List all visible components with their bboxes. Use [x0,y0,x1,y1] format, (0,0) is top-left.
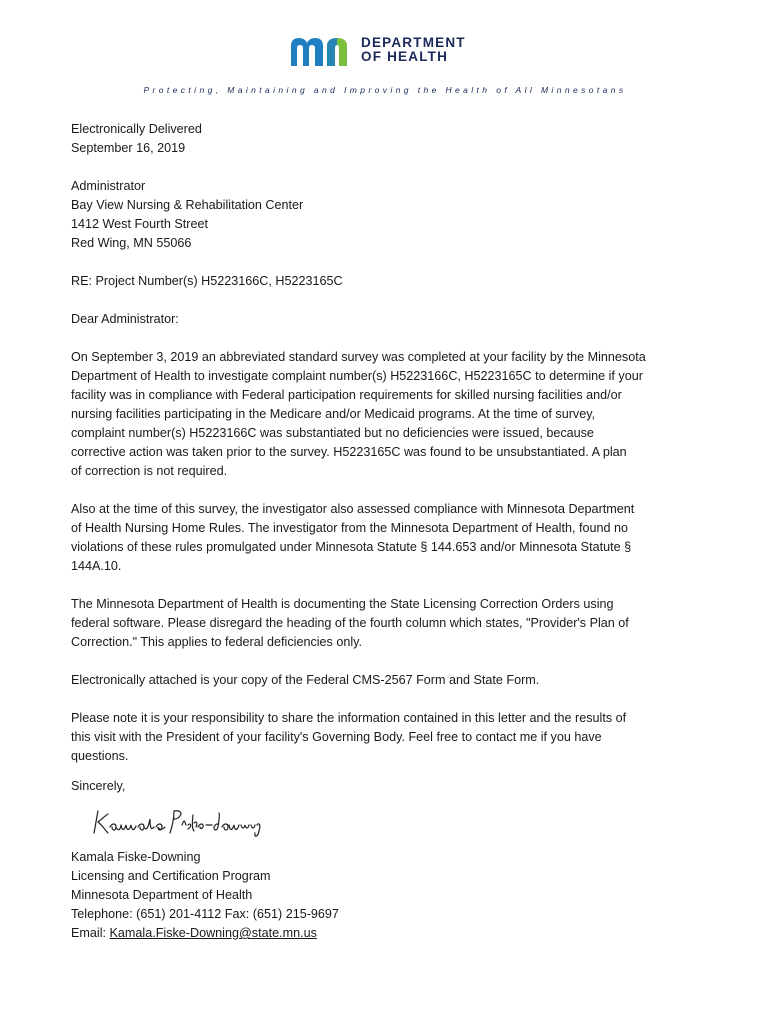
recipient-address [71,177,711,253]
mn-logo-icon [289,34,359,68]
paragraph-line: Please note it is your responsibility to share the information contained in this letter and the results of [71,711,627,725]
paragraph-2 [71,500,711,576]
paragraph-line: this visit with the President of your facility's Governing Body. Feel free to contact me if you have [71,730,602,744]
logo-line-2: OF HEALTH [361,49,449,64]
paragraph-line: questions. [71,749,129,763]
logo-wordmark [361,36,466,64]
signer-name: Kamala Fiske-Downing [71,850,201,864]
address-line: Bay View Nursing & Rehabilitation Center [71,198,304,212]
paragraph-line: nursing facilities participating in the Medicare and/or Medicaid programs. At the time of survey, [71,407,596,421]
paragraph-line: violations of these rules promulgated under Minnesota Statute § 144.653 and/or Minnesota Statute § [71,540,632,554]
paragraph-3 [71,595,711,652]
signer-org: Minnesota Department of Health [71,888,253,902]
paragraph-line: Correction." This applies to federal deficiencies only. [71,635,363,649]
re-line: RE: Project Number(s) H5223166C, H5223165C [71,274,343,288]
paragraph-4 [71,671,711,690]
delivery-method: Electronically Delivered [71,122,202,136]
signer-phone: Telephone: (651) 201-4112 Fax: (651) 215-9697 [71,907,339,921]
tagline: Protecting, Maintaining and Improving the Health of All Minnesotans [143,85,627,95]
signer-program: Licensing and Certification Program [71,869,271,883]
address-line: 1412 West Fourth Street [71,217,208,231]
paragraph-line: On September 3, 2019 an abbreviated standard survey was completed at your facility by the Minnesota [71,350,646,364]
paragraph-line: Electronically attached is your copy of the Federal CMS-2567 Form and State Form. [71,673,540,687]
paragraph-line: of correction is not required. [71,464,228,478]
handwritten-signature [88,805,268,841]
paragraph-line: corrective action was taken prior to the survey. H5223165C was found to be unsubstantiated. A plan [71,445,627,459]
salutation: Dear Administrator: [71,312,179,326]
paragraph-line: facility was in compliance with Federal participation requirements for skilled nursing facilities and/or [71,388,622,402]
email-link[interactable]: Kamala.Fiske-Downing@state.mn.us [109,926,317,940]
signer-email-line [71,924,339,943]
address-line: Red Wing, MN 55066 [71,236,192,250]
paragraph-line: Department of Health to investigate complaint number(s) H5223166C, H5223165C to determine if your [71,369,643,383]
paragraph-line: Also at the time of this survey, the investigator also assessed compliance with Minnesota Department [71,502,635,516]
letter-date: September 16, 2019 [71,141,186,155]
paragraph-line: federal software. Please disregard the heading of the fourth column which states, "Provider's Plan of [71,616,629,630]
address-line: Administrator [71,179,146,193]
mdh-logo [289,34,489,68]
paragraph-line: of Health Nursing Home Rules. The investigator from the Minnesota Department of Health, found no [71,521,628,535]
letter-body [71,120,711,796]
closing: Sincerely, [71,779,126,793]
paragraph-line: 144A.10. [71,559,122,573]
paragraph-line: The Minnesota Department of Health is documenting the State Licensing Correction Orders using [71,597,614,611]
email-label: Email: [71,926,110,940]
paragraph-5 [71,709,711,766]
logo-line-1: DEPARTMENT [361,35,466,50]
paragraph-1 [71,348,711,481]
signer-block [71,848,339,943]
paragraph-line: complaint number(s) H5223166C was substantiated but no deficiencies were issued, because [71,426,594,440]
